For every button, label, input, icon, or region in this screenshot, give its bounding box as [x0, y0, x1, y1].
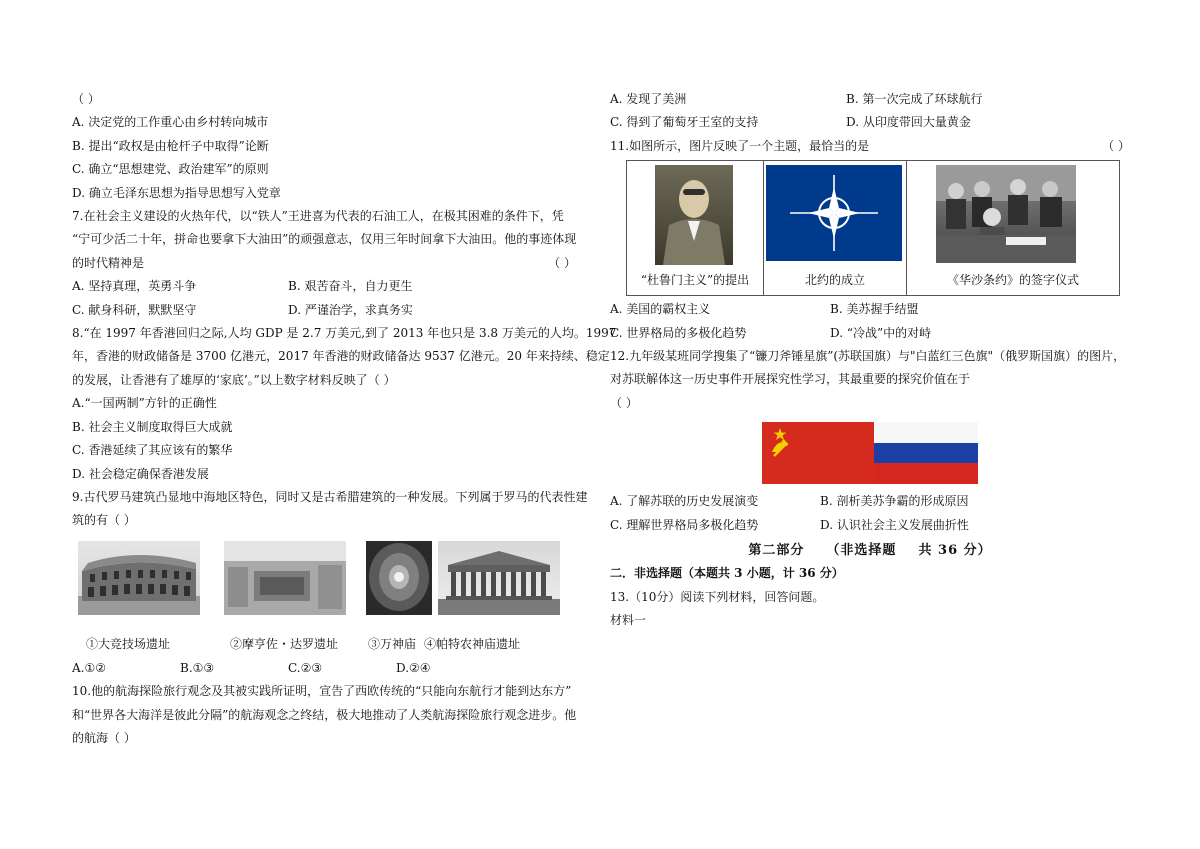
russian-flag — [874, 422, 978, 484]
q13-stem: 13.（10分）阅读下列材料，回答问题。 — [610, 589, 825, 604]
q11-caption-2: 北约的成立 — [804, 273, 865, 288]
mohenjo-daro-image — [224, 541, 346, 615]
q6-option-d: D. 确立毛泽东思想为指导思想写入党章 — [72, 185, 281, 200]
q9-caption-4: ④帕特农神庙遗址 — [424, 636, 521, 651]
q8-option-d: D. 社会稳定确保香港发展 — [72, 466, 209, 481]
q11-option-a: A. 美国的霸权主义 — [610, 302, 711, 317]
q11-bracket: （ ） — [1102, 138, 1130, 153]
left-column — [72, 88, 617, 750]
q8-option-a: A.“一国两制”方针的正确性 — [72, 396, 217, 411]
q8-option-b: B. 社会主义制度取得巨大成就 — [72, 419, 233, 434]
warsaw-treaty-image — [936, 165, 1076, 263]
q7-line-2: “宁可少活二十年，拼命也要拿下大油田”的顽强意志，仅用三年时间拿下大油田。他的事迹体现 — [72, 232, 577, 247]
q7-options-row-2 — [72, 299, 592, 322]
q7-option-b: B. 艰苦奋斗，自力更生 — [288, 279, 413, 294]
q11-option-b: B. 美苏握手结盟 — [830, 302, 919, 317]
q11-option-d: D. “冷战”中的对峙 — [830, 325, 932, 340]
q9-line-2: 筑的有（ ） — [72, 513, 136, 528]
q10-line-2: 和“世界各大海洋是彼此分隔”的航海观念之终结，极大地推动了人类航海探险旅行观念进步。他 — [72, 707, 577, 722]
q10-option-b: B. 第一次完成了环球航行 — [846, 92, 983, 106]
q9-option-b: B.①③ — [180, 660, 215, 675]
q11-caption-1: “杜鲁门主义”的提出 — [640, 273, 750, 288]
q9-caption-2: ②摩亨佐・达罗遗址 — [230, 636, 339, 651]
q7-stem-end: 的时代精神是 — [72, 255, 145, 270]
q10-option-c: C. 得到了葡萄牙王室的支持 — [610, 115, 759, 130]
q8-line-2: 年，香港的财政储备是 3700 亿港元，2017 年香港的财政储备达 9537 亿港元。20 年来持续、稳定 — [72, 349, 610, 364]
q11-options-row-1 — [610, 298, 1130, 321]
q7-option-c: C. 献身科研，默默坚守 — [72, 302, 197, 317]
colosseum-image — [78, 541, 200, 615]
q9-options — [72, 657, 592, 680]
q8-option-c: C. 香港延续了其应该有的繁华 — [72, 443, 233, 458]
q10-options-row-1 — [610, 88, 1130, 111]
q9-option-a: A.①② — [72, 660, 106, 675]
parthenon-image — [438, 541, 560, 615]
q6-option-b: B. 提出“政权是由枪杆子中取得”论断 — [72, 138, 269, 153]
q9-line-1: 9.古代罗马建筑凸显地中海地区特色，同时又是古希腊建筑的一种发展。下列属于罗马的代表性建 — [72, 489, 588, 504]
q6-option-a: A. 决定党的工作重心由乡村转向城市 — [72, 115, 269, 130]
q11-cell-2 — [764, 161, 907, 295]
q6-option-c: C. 确立“思想建党、政治建军”的原则 — [72, 162, 269, 177]
q9-caption-3: ③万神庙 — [368, 636, 417, 651]
q12-bracket: （ ） — [610, 395, 638, 410]
q12-line-1: 12.九年级某班同学搜集了“镰刀斧锤星旗”(苏联国旗）与"白蓝红三色旗"（俄罗斯国旗）的图片， — [610, 349, 1126, 364]
q11-stem — [610, 135, 1130, 158]
q12-flags — [610, 418, 1130, 490]
soviet-flag — [762, 422, 874, 484]
pantheon-image — [366, 541, 432, 615]
right-column — [610, 88, 1130, 633]
q6-bracket: （ ） — [72, 92, 100, 106]
q12-options-row-2 — [610, 514, 1130, 537]
truman-image — [655, 165, 733, 265]
q12-options-row-1 — [610, 490, 1130, 513]
q7-option-a: A. 坚持真理，英勇斗争 — [72, 279, 197, 294]
q7-bracket: （ ） — [548, 255, 576, 270]
q7-line-3 — [72, 252, 592, 275]
q12-option-d: D. 认识社会主义发展曲折性 — [820, 517, 969, 532]
material-one-label: 材料一 — [610, 613, 647, 628]
q12-option-b: B. 剖析美苏争霸的形成原因 — [820, 494, 969, 509]
q11-cell-1 — [627, 161, 764, 295]
q9-caption-1: ①大竞技场遗址 — [86, 636, 171, 651]
q7-option-d: D. 严谨治学，求真务实 — [288, 302, 413, 317]
q11-cell-3 — [907, 161, 1119, 295]
q12-option-a: A. 了解苏联的历史发展演变 — [610, 494, 759, 509]
q11-option-c: C. 世界格局的多极化趋势 — [610, 325, 747, 340]
q10-line-1: 10.他的航海探险旅行观念及其被实践所证明，宣告了西欧传统的“只能向东航行才能到达东方” — [72, 684, 572, 699]
q11-options-row-2 — [610, 322, 1130, 345]
q8-line-1: 8.“在 1997 年香港回归之际,人均 GDP 是 2.7 万美元,到了 2013 年也只是 3.8 万美元的人均。1997 — [72, 326, 617, 341]
q9-option-d: D.②④ — [396, 660, 431, 675]
q10-line-3: 的航海（ ） — [72, 730, 136, 745]
q7-line-1: 7.在社会主义建设的火热年代，以“铁人”王进喜为代表的石油工人，在极其困难的条件下，凭 — [72, 209, 564, 224]
q9-caption-row — [72, 633, 592, 657]
q9-option-c: C.②③ — [288, 660, 323, 675]
q10-option-d: D. 从印度带回大量黄金 — [846, 115, 971, 130]
q10-options-row-2 — [610, 111, 1130, 134]
q11-stem-text: 11.如图所示，图片反映了一个主题，最恰当的是 — [610, 138, 870, 153]
q7-options-row-1 — [72, 275, 592, 298]
q12-line-2: 对苏联解体这一历史事件开展探究性学习，其最重要的探究价值在于 — [610, 372, 971, 387]
part-two-heading: 第二部分 （非选择题 共 36 分） — [748, 543, 992, 559]
q10-option-a: A. 发现了美洲 — [610, 92, 687, 106]
section-two-heading: 二．非选择题（本题共 3 小题，计 36 分） — [610, 566, 844, 581]
q8-line-3: 的发展，让香港有了雄厚的‘家底’。”以上数字材料反映了（ ） — [72, 372, 396, 387]
q11-picture-table — [626, 160, 1120, 296]
q9-image-row — [72, 537, 592, 633]
nato-flag — [766, 165, 902, 261]
q11-caption-3: 《华沙条约》的签字仪式 — [946, 273, 1079, 288]
q12-option-c: C. 理解世界格局多极化趋势 — [610, 517, 759, 532]
